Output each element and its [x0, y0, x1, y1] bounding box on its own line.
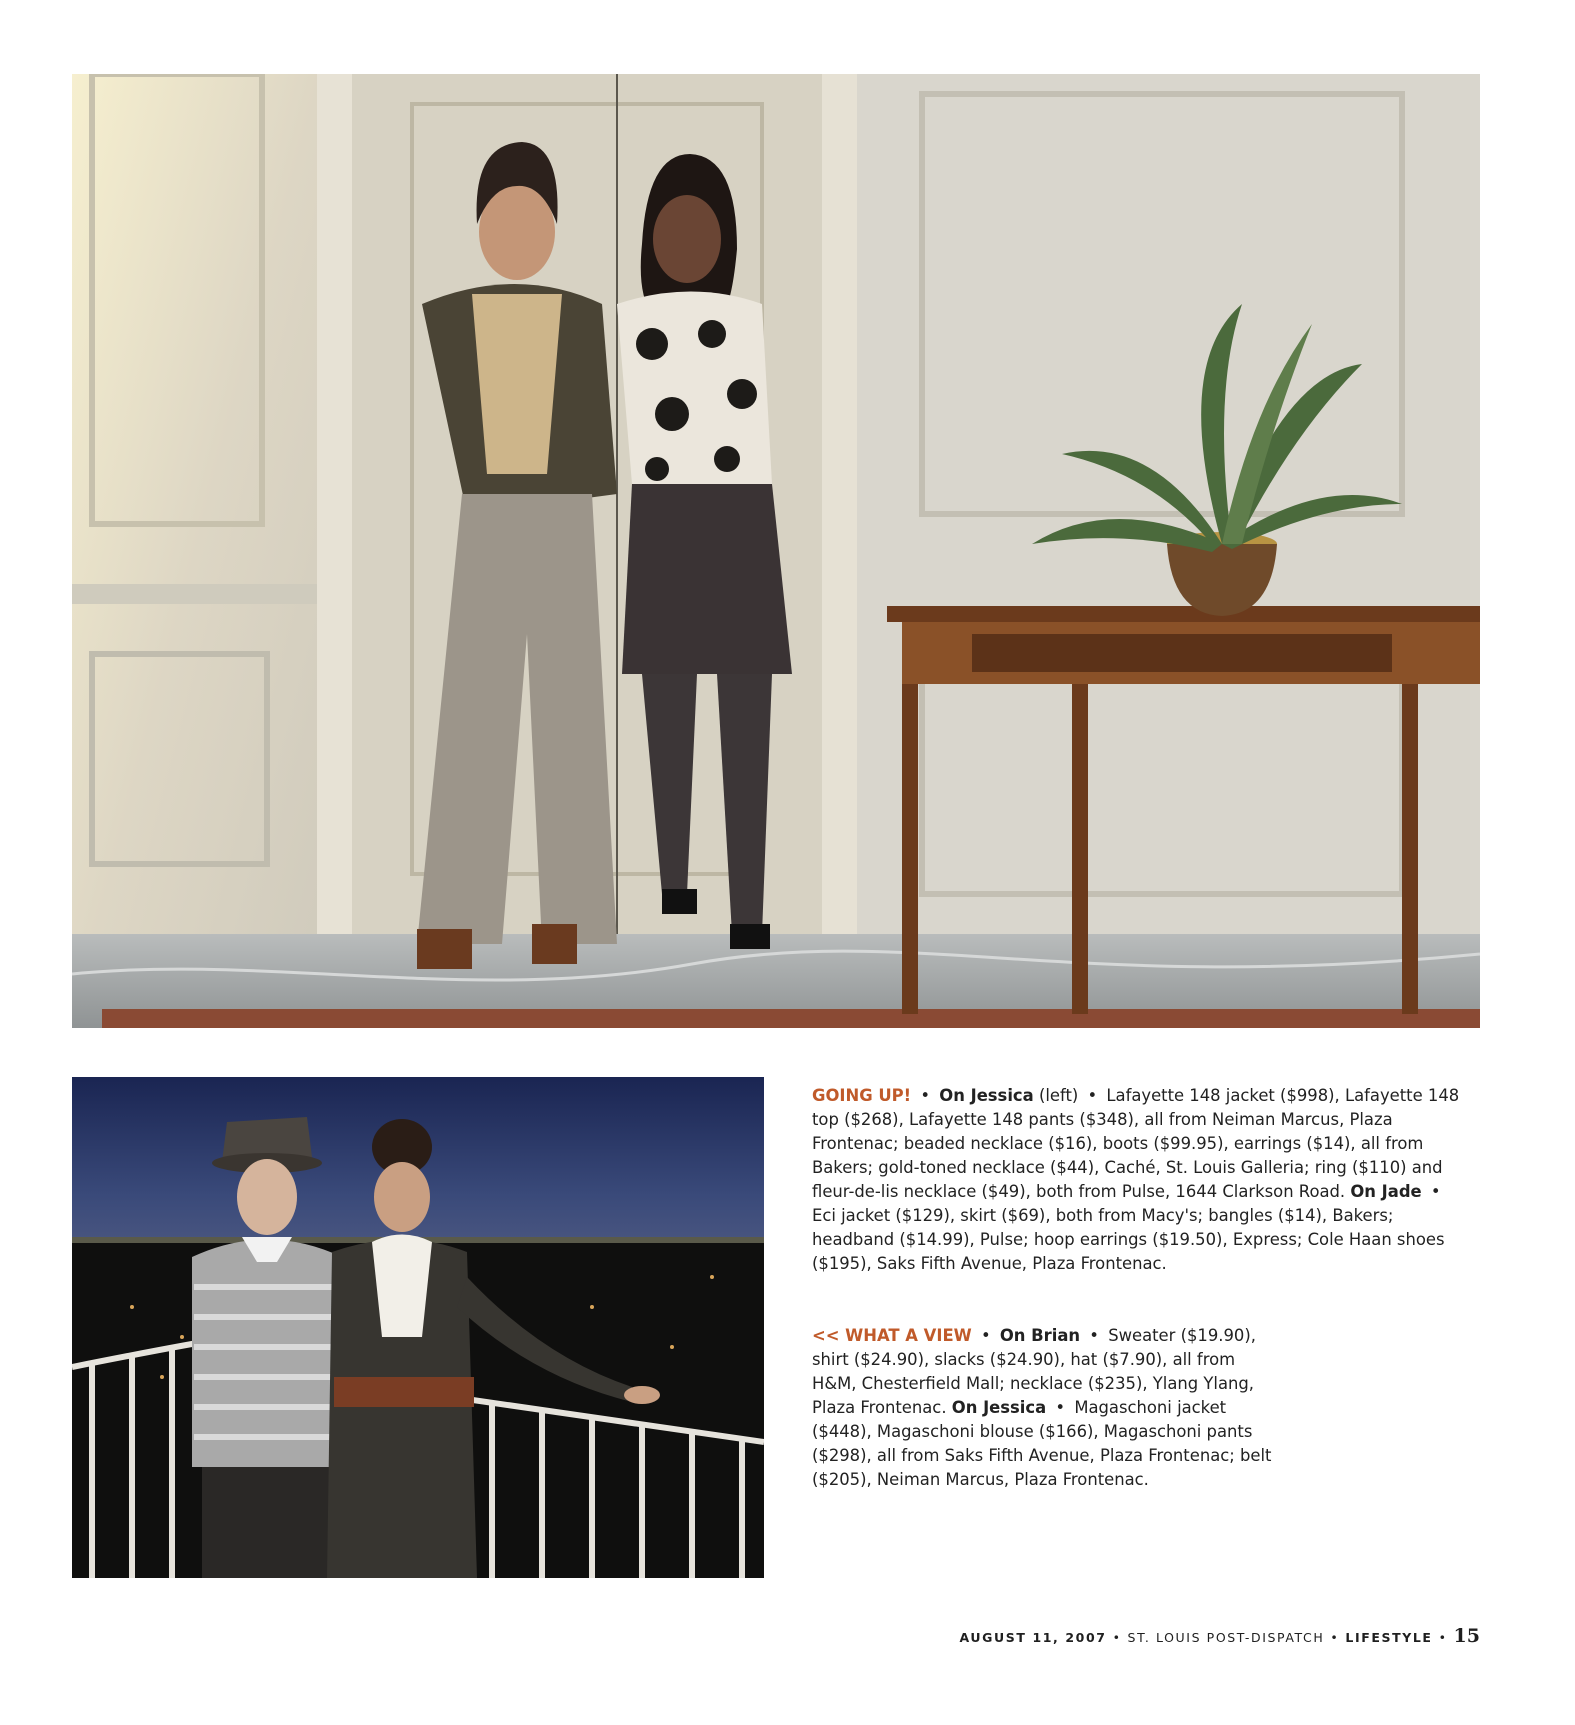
jade-outfit-text: Eci jacket ($129), skirt ($69), both from Macy's; bangles ($14), Bakers; headband ($14.99), Pulse; hoop earrings ($19.50), Express; Cole Haan shoes ($195), Saks Fifth Avenue, Plaza Frontenac. — [812, 1206, 1445, 1273]
bullet: • — [980, 1326, 991, 1345]
bullet: • — [920, 1086, 931, 1105]
brian-outfit-text: Sweater ($19.90), shirt ($24.90), slacks ($24.90), hat ($7.90), all from H&M, Chesterfield Mall; necklace ($235), Ylang Ylang, Plaza Frontenac. — [812, 1326, 1256, 1417]
footer-bullet: • — [1438, 1630, 1448, 1645]
bullet: • — [1430, 1182, 1441, 1201]
bullet: • — [1055, 1398, 1066, 1417]
footer-section: LIFESTYLE — [1345, 1630, 1433, 1645]
footer-bullet: • — [1330, 1630, 1340, 1645]
page-footer — [960, 1625, 1480, 1647]
what-a-view-kicker: << WHAT A VIEW — [812, 1326, 972, 1345]
photo-balcony-night — [72, 1077, 764, 1578]
on-jade-label: On Jade — [1350, 1182, 1422, 1201]
jessica-outfit-text: Lafayette 148 jacket ($998), Lafayette 148 top ($268), Lafayette 148 pants ($348), all from Neiman Marcus, Plaza Frontenac; beaded necklace ($16), boots ($99.95), earrings ($14), all from Bakers; gold-toned necklace ($44), Caché, St. Louis Galleria; ring ($110) and fleur-de-lis necklace ($49), both from Pulse, 1644 Clarkson Road. — [812, 1086, 1460, 1201]
page-number: 15 — [1453, 1625, 1480, 1647]
caption-going-up — [812, 1084, 1462, 1276]
on-jessica-label: On Jessica — [951, 1398, 1047, 1417]
photo-elevator-models — [72, 74, 1480, 1028]
bullet: • — [1089, 1326, 1099, 1345]
jessica-outfit-text: Magaschoni jacket ($448), Magaschoni blouse ($166), Magaschoni pants ($298), all from Saks Fifth Avenue, Plaza Frontenac; belt ($205), Neiman Marcus, Plaza Frontenac. — [812, 1398, 1272, 1489]
on-jessica-label: On Jessica — [939, 1086, 1034, 1105]
footer-paper: ST. LOUIS POST-DISPATCH — [1127, 1630, 1325, 1645]
on-brian-label: On Brian — [999, 1326, 1081, 1345]
footer-bullet: • — [1112, 1630, 1122, 1645]
footer-date: AUGUST 11, 2007 — [959, 1630, 1107, 1645]
left-note: (left) — [1038, 1086, 1079, 1105]
going-up-kicker: GOING UP! — [812, 1086, 912, 1105]
bullet: • — [1087, 1086, 1098, 1105]
caption-what-a-view — [812, 1324, 1282, 1492]
